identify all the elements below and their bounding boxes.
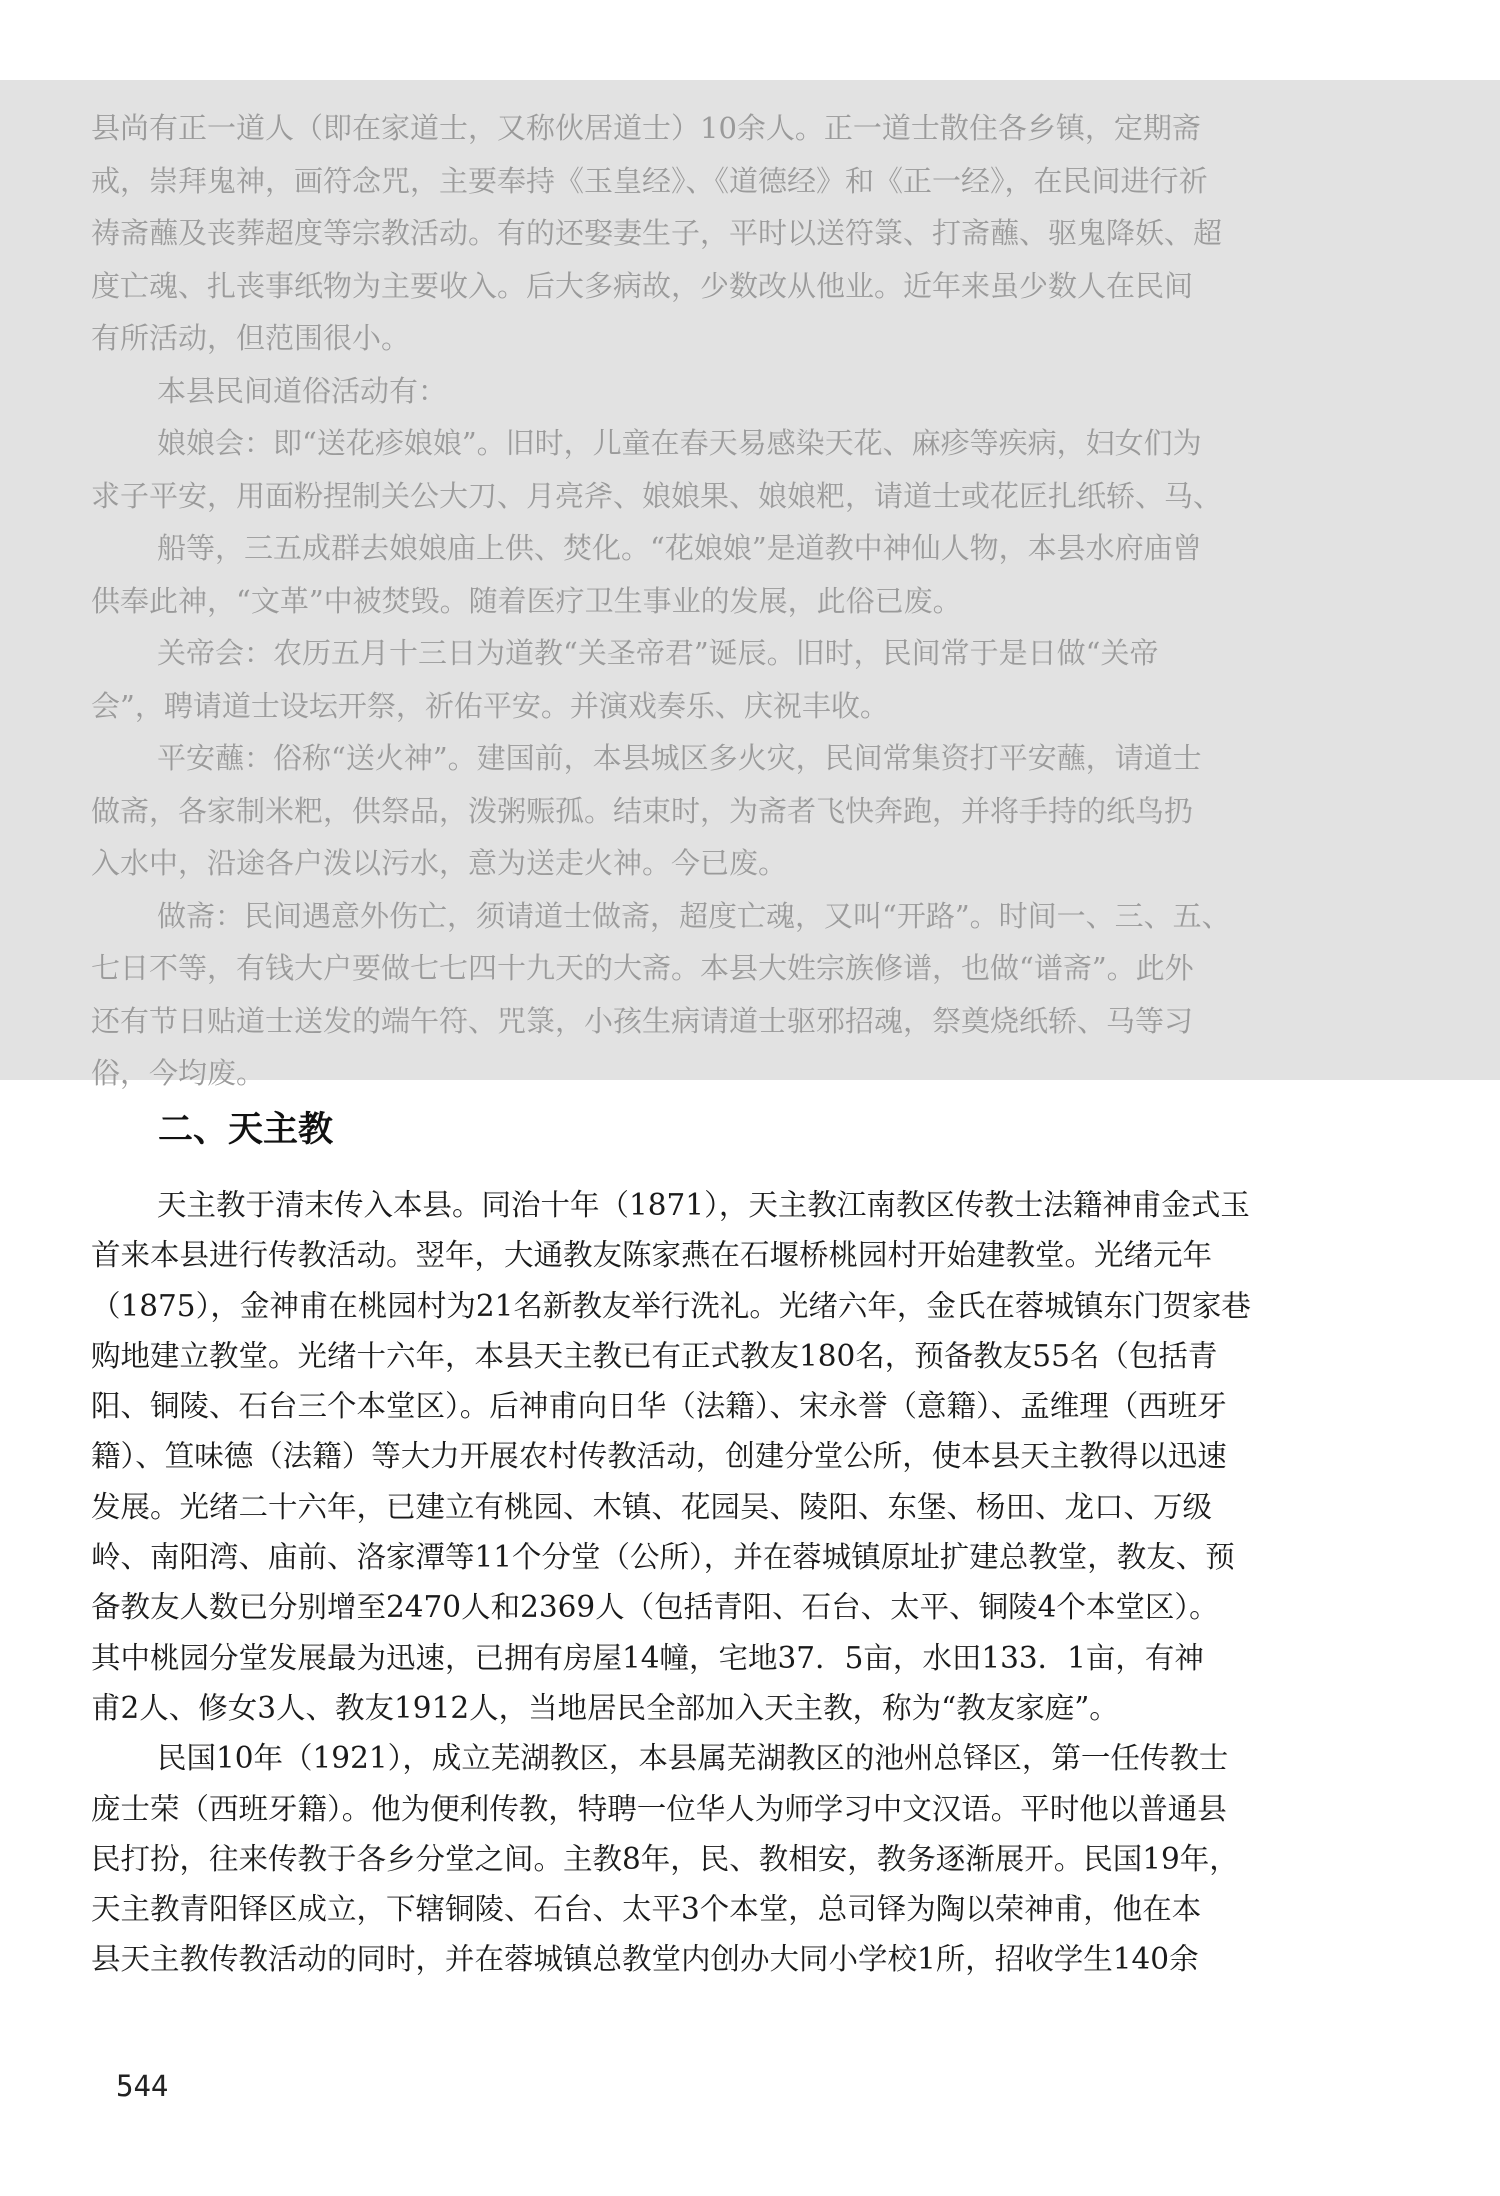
text-line: （1875），金神甫在桃园村为21名新教友举行洗礼。光绪六年，金氏在蓉城镇东门贺家巷 — [91, 1288, 1251, 1323]
text-line: 祷斋蘸及丧葬超度等宗教活动。有的还娶妻生子，平时以送符箓、打斋蘸、驱鬼降妖、超 — [91, 216, 1223, 250]
section-heading: 二、天主教 — [158, 1109, 334, 1150]
text-line: 天主教青阳铎区成立，下辖铜陵、石台、太平3个本堂，总司铎为陶以荣神甫，他在本 — [91, 1892, 1202, 1927]
text-line: 首来本县进行传教活动。翌年，大通教友陈家燕在石堰桥桃园村开始建教堂。光绪元年 — [91, 1238, 1213, 1273]
text-line: 发展。光绪二十六年，已建立有桃园、木镇、花园吴、陵阳、东堡、杨田、龙口、万级 — [91, 1489, 1213, 1524]
text-line: 平安蘸：俗称“送火神”。建国前，本县城区多火灾，民间常集资打平安蘸，请道士 — [157, 741, 1202, 775]
text-line: 甫2人、修女3人、教友1912人，当地居民全部加入天主教，称为“教友家庭”。 — [91, 1690, 1119, 1725]
text-line: 民国10年（1921），成立芜湖教区，本县属芜湖教区的池州总铎区，第一任传教士 — [157, 1741, 1229, 1776]
text-line: 还有节日贴道士送发的端午符、咒箓，小孩生病请道士驱邪招魂，祭奠烧纸轿、马等习 — [91, 1003, 1194, 1038]
text-line: 岭、南阳湾、庙前、洛家潭等11个分堂（公所），并在蓉城镇原址扩建总教堂，教友、预 — [91, 1540, 1235, 1575]
text-line: 俗，今均废。 — [91, 1056, 266, 1090]
text-line: 有所活动，但范围很小。 — [91, 321, 411, 355]
text-line: 县尚有正一道人（即在家道士，又称伙居道士）10余人。正一道士散住各乡镇，定期斋 — [91, 111, 1201, 145]
text-line: 本县民间道俗活动有： — [157, 373, 448, 408]
text-line: 做斋：民间遇意外伤亡，须请道士做斋，超度亡魂，又叫“开路”。时间一、三、五、 — [157, 898, 1231, 933]
text-line: 求子平安，用面粉捏制关公大刀、月亮斧、娘娘果、娘娘粑，请道士或花匠扎纸轿、马、 — [91, 478, 1223, 513]
text-line: 庞士荣（西班牙籍）。他为便利传教，特聘一位华人为师学习中文汉语。平时他以普通县 — [91, 1791, 1227, 1826]
text-line: 度亡魂、扎丧事纸物为主要收入。后大多病故，少数改从他业。近年来虽少数人在民间 — [91, 268, 1194, 303]
text-line: 关帝会：农历五月十三日为道教“关圣帝君”诞辰。旧时，民间常于是日做“关帝 — [157, 636, 1159, 670]
text-line: 做斋，各家制米粑，供祭品，泼粥赈孤。结束时，为斋者飞快奔跑，并将手持的纸鸟扔 — [91, 793, 1194, 828]
text-line: 娘娘会：即“送花疹娘娘”。旧时，儿童在春天易感染天花、麻疹等疾病，妇女们为 — [157, 426, 1202, 460]
text-line: 籍）、笪味德（法籍）等大力开展农村传教活动，创建分堂公所，使本县天主教得以迅速 — [91, 1439, 1227, 1474]
text-line: 会”，聘请道士设坛开祭，祈佑平安。并演戏奏乐、庆祝丰收。 — [91, 688, 889, 723]
text-line: 阳、铜陵、石台三个本堂区）。后神甫向日华（法籍）、宋永誉（意籍）、孟维理（西班牙 — [91, 1389, 1227, 1424]
upper-text-block — [91, 102, 1381, 1100]
text-line: 备教友人数已分别增至2470人和2369人（包括青阳、石台、太平、铜陵4个本堂区）。 — [91, 1590, 1219, 1625]
text-line: 天主教于清末传入本县。同治十年（1871），天主教江南教区传教士法籍神甫金式玉 — [157, 1188, 1250, 1222]
text-line: 船等，三五成群去娘娘庙上供、焚化。“花娘娘”是道教中神仙人物，本县水府庙曾 — [157, 531, 1202, 565]
text-line: 民打扮，往来传教于各乡分堂之间。主教8年，民、教相安，教务逐渐展开。民国19年， — [91, 1841, 1239, 1876]
text-line: 七日不等，有钱大户要做七七四十九天的大斋。本县大姓宗族修谱，也做“谱斋”。此外 — [91, 951, 1194, 985]
text-line: 入水中，沿途各户泼以污水，意为送走火神。今已废。 — [91, 846, 788, 880]
text-line: 其中桃园分堂发展最为迅速，已拥有房屋14幢，宅地37．5亩，水田133．1亩，有神 — [91, 1640, 1204, 1675]
text-line: 县天主教传教活动的同时，并在蓉城镇总教堂内创办大同小学校1所，招收学生140余 — [91, 1942, 1199, 1977]
page-number: 544 — [116, 2069, 169, 2103]
text-line: 戒，崇拜鬼神，画符念咒，主要奉持《玉皇经》、《道德经》和《正一经》，在民间进行祈 — [91, 163, 1208, 198]
lower-text-block — [91, 1180, 1381, 1985]
text-line: 供奉此神，“文革”中被焚毁。随着医疗卫生事业的发展，此俗已废。 — [91, 583, 962, 618]
text-line: 购地建立教堂。光绪十六年，本县天主教已有正式教友180名，预备教友55名（包括青 — [91, 1338, 1218, 1373]
